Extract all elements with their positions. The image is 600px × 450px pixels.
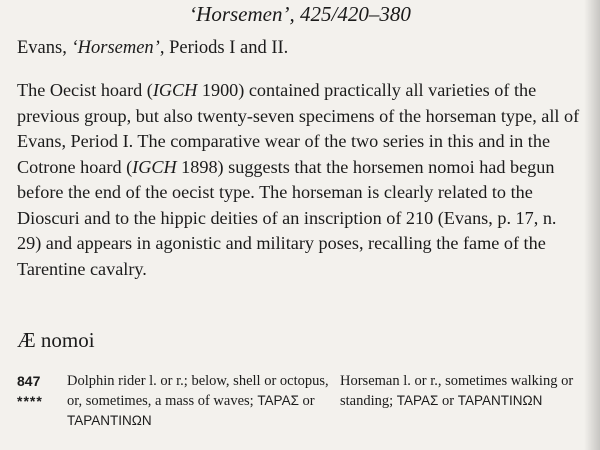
paragraph-part-1: The Oecist hoard ( — [17, 80, 153, 100]
subheading-prefix: Evans, — [17, 38, 72, 58]
entry-rarity: **** — [17, 393, 43, 409]
obverse-legend-1: ΤΑΡΑΣ — [257, 393, 299, 408]
section-heading — [0, 2, 600, 27]
reverse-description: Horseman l. or r., sometimes walking or standing; — [340, 373, 574, 409]
entry-number: 847 — [17, 373, 41, 389]
paragraph-part-2: 1900) contained practically all varieties of the previous group, but also twenty-seven specimens of the horseman type, all of Evans, Period I. The comparative wear of the two series in this and in the Cotrone hoard ( — [17, 80, 580, 177]
subheading-title: ‘Horsemen’ — [71, 38, 160, 58]
obverse-or: or — [298, 393, 315, 409]
reverse-legend-1: ΤΑΡΑΣ — [396, 393, 439, 408]
entry-obverse — [67, 372, 332, 431]
heading-title: ‘Horsemen’, — [189, 2, 295, 26]
obverse-legend-2: ΤΑΡΑΝΤΙΝΩΝ — [67, 413, 152, 428]
paragraph-ref-1: IGCH — [152, 80, 198, 100]
subheading — [17, 38, 288, 59]
body-paragraph — [17, 78, 583, 282]
reverse-or: or — [438, 393, 458, 409]
subheading-suffix: , Periods I and II. — [159, 38, 289, 58]
reverse-legend-2: ΤΑΡΑΝΤΙΝΩΝ — [457, 393, 543, 408]
entry-reverse — [340, 372, 580, 411]
page-gutter-shadow — [584, 0, 600, 450]
heading-dates: 425/420–380 — [294, 2, 411, 26]
paragraph-ref-2: IGCH — [132, 156, 177, 177]
paragraph-part-3: 1898) suggests that the horsemen nomoi had begun before the end of the oecist type. The horseman is clearly related to the Dioscuri and to the hippic deities of an inscription of 210 (Evans, p. 17, n. 29) and appears in agonistic and military poses, recalling the fame of the Tarentine cavalry. — [17, 156, 557, 279]
obverse-description: Dolphin rider l. or r.; below, shell or octopus, or, sometimes, a mass of waves; — [67, 373, 329, 409]
section-title: Æ nomoi — [17, 328, 95, 352]
